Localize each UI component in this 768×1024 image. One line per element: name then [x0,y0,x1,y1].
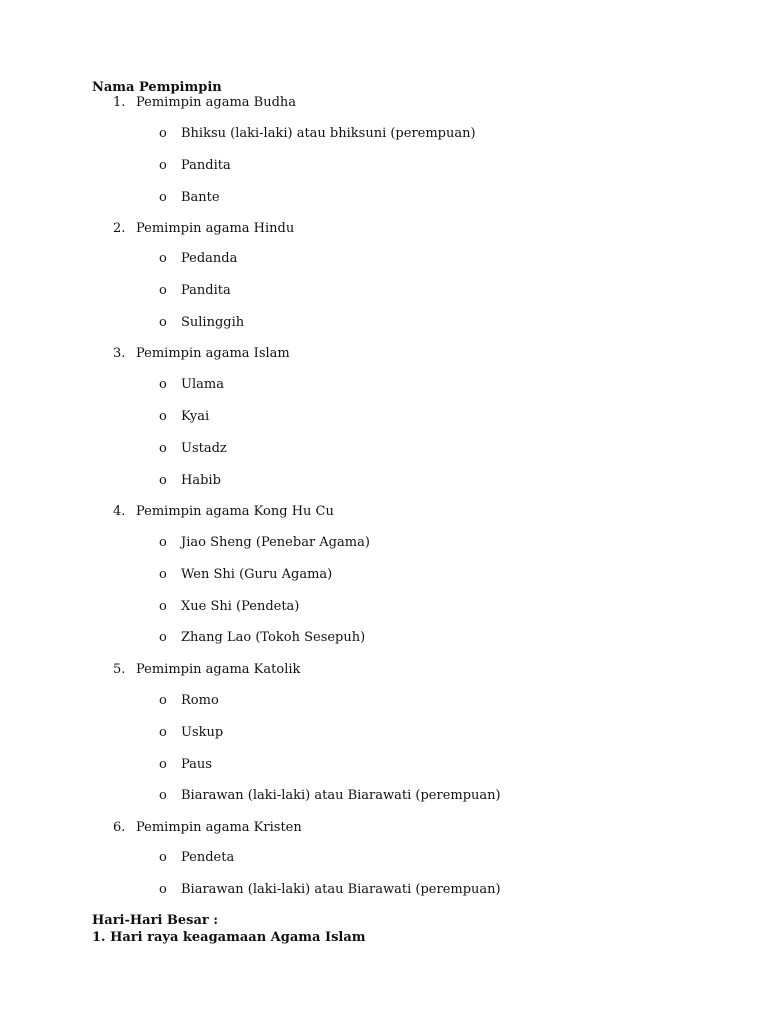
bullet-marker: o [159,126,167,141]
group-number: 3. [113,346,126,361]
group-title: Pemimpin agama Hindu [136,221,295,236]
bullet-marker: o [159,850,167,865]
group-title: Pemimpin agama Islam [136,346,290,361]
group-number: 4. [113,504,126,519]
list-item: Sulinggih [181,315,245,330]
list-item: Romo [181,693,219,708]
list-item: Habib [181,473,221,488]
group-title: Pemimpin agama Kong Hu Cu [136,504,334,519]
bullet-marker: o [159,190,167,205]
bullet-marker: o [159,251,167,266]
bullet-marker: o [159,473,167,488]
bullet-marker: o [159,283,167,298]
list-item: Kyai [181,409,210,424]
list-item: Xue Shi (Pendeta) [181,599,300,614]
list-item: Wen Shi (Guru Agama) [181,567,333,582]
list-item: Zhang Lao (Tokoh Sesepuh) [181,630,366,645]
group-number: 5. [113,662,126,677]
bullet-marker: o [159,441,167,456]
list-item: Jiao Sheng (Penebar Agama) [181,535,370,550]
bullet-marker: o [159,599,167,614]
group-number: 1. [113,95,126,110]
list-item: Pendeta [181,850,235,865]
list-item: Pandita [181,158,231,173]
bullet-marker: o [159,535,167,550]
bullet-marker: o [159,788,167,803]
list-item: Biarawan (laki-laki) atau Biarawati (perempuan) [181,882,501,897]
subheading-islam-holidays: 1. Hari raya keagamaan Agama Islam [92,930,366,945]
list-item: Pandita [181,283,231,298]
section-heading-holidays: Hari-Hari Besar : [92,913,219,928]
section-heading-leaders: Nama Pempimpin [92,80,222,95]
list-item: Pedanda [181,251,238,266]
group-number: 6. [113,820,126,835]
list-item: Bhiksu (laki-laki) atau bhiksuni (perempuan) [181,126,476,141]
bullet-marker: o [159,409,167,424]
bullet-marker: o [159,158,167,173]
list-item: Ustadz [181,441,227,456]
list-item: Uskup [181,725,224,740]
bullet-marker: o [159,377,167,392]
list-item: Paus [181,757,212,772]
list-item: Biarawan (laki-laki) atau Biarawati (perempuan) [181,788,501,803]
bullet-marker: o [159,693,167,708]
list-item: Bante [181,190,220,205]
bullet-marker: o [159,630,167,645]
list-item: Ulama [181,377,224,392]
group-title: Pemimpin agama Budha [136,95,297,110]
group-title: Pemimpin agama Katolik [136,662,301,677]
bullet-marker: o [159,315,167,330]
bullet-marker: o [159,757,167,772]
group-title: Pemimpin agama Kristen [136,820,302,835]
bullet-marker: o [159,725,167,740]
bullet-marker: o [159,567,167,582]
bullet-marker: o [159,882,167,897]
group-number: 2. [113,221,126,236]
